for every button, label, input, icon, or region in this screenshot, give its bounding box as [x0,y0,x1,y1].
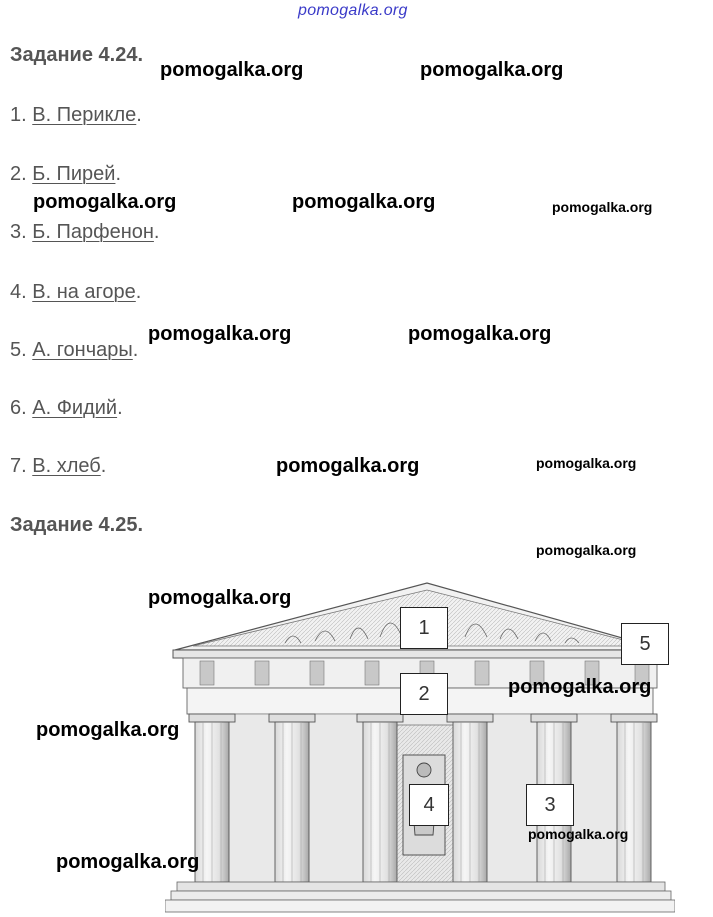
task-4-24-heading: Задание 4.24. [10,44,144,66]
watermark: pomogalka.org [148,323,292,345]
watermark: pomogalka.org [508,676,652,698]
answer-5-link[interactable]: А. гончары [32,339,133,361]
watermark: pomogalka.org [528,826,629,842]
answer-4: 4. В. на агоре. [10,281,142,303]
watermark: pomogalka.org [536,542,637,558]
answer-3: 3. Б. Парфенон. [10,221,160,243]
watermark: pomogalka.org [292,191,436,213]
watermark: pomogalka.org [160,59,304,81]
answer-6: 6. А. Фидий. [10,397,123,419]
watermark: pomogalka.org [552,199,653,215]
watermark: pomogalka.org [33,191,177,213]
watermark: pomogalka.org [408,323,552,345]
site-link[interactable]: pomogalka.org [298,2,408,19]
answer-1-link[interactable]: В. Перикле [32,104,137,126]
answer-4-link[interactable]: В. на агоре [32,281,136,303]
answer-7-link[interactable]: В. хлеб [32,455,101,477]
watermark: pomogalka.org [148,587,292,609]
watermark: pomogalka.org [276,455,420,477]
answer-5: 5. А. гончары. [10,339,139,361]
watermark: pomogalka.org [420,59,564,81]
task-4-25-heading: Задание 4.25. [10,514,144,536]
temple-label-1: 1 [400,607,448,649]
answer-2-link[interactable]: Б. Пирей [32,163,116,185]
temple-label-3: 3 [526,784,574,826]
watermark: pomogalka.org [36,719,180,741]
answer-1: 1. В. Перикле. [10,104,142,126]
temple-label-4: 4 [409,784,449,826]
answer-2: 2. Б. Пирей. [10,163,122,185]
watermark: pomogalka.org [56,851,200,873]
answer-6-link[interactable]: А. Фидий [32,397,118,419]
temple-label-2: 2 [400,673,448,715]
temple-label-5: 5 [621,623,669,665]
answer-3-link[interactable]: Б. Парфенон [32,221,154,243]
watermark: pomogalka.org [536,455,637,471]
answer-7: 7. В. хлеб. [10,455,107,477]
